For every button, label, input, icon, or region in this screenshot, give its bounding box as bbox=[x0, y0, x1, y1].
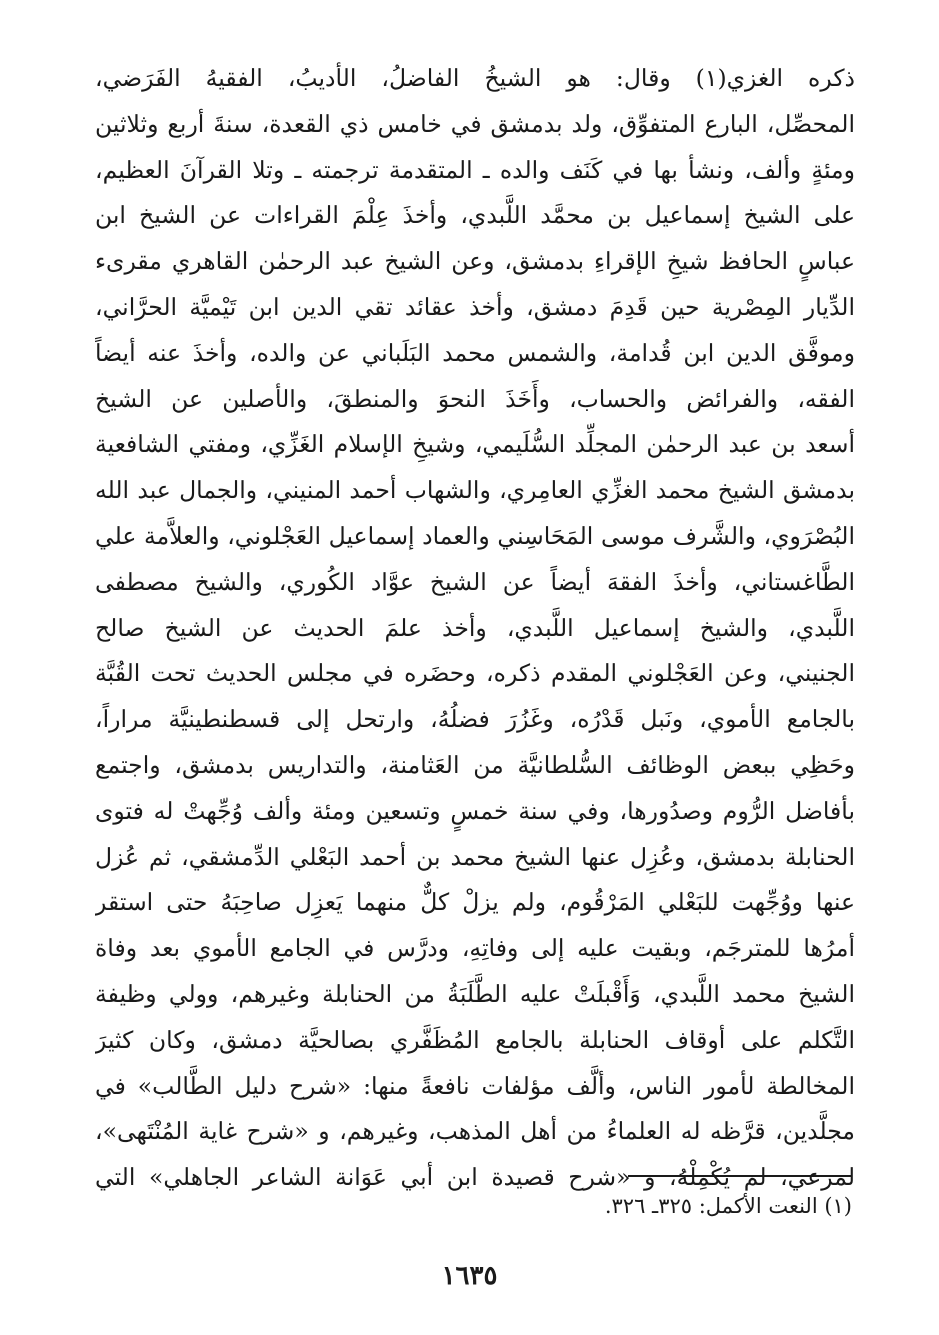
text-line: وموفَّق الدين ابن قُدامة، والشمس محمد البَلَباني عن والده، وأخذَ عنه أيضاً bbox=[95, 338, 855, 367]
text-line: الشيخ محمد اللَّبدي، وَأَقْبلَتْ عليه الطَّلَبَةُ من الحنابلة وغيرهم، وولي وظيفة bbox=[95, 979, 855, 1008]
text-line: بدمشق الشيخ محمد الغزِّي العامِري، والشهاب أحمد المنيني، والجمال عبد الله bbox=[95, 476, 855, 505]
text-line: الحنابلة بدمشق، وعُزِل عنها الشيخ محمد بن أحمد البَعْلي الدِّمشقي، ثم عُزل bbox=[95, 842, 855, 871]
page-number: ١٦٣٥ bbox=[441, 1261, 498, 1291]
text-line: ومئةٍ وألف، ونشأ بها في كَنَف والده ـ المتقدمة ترجمته ـ وتلا القرآنَ العظيم، bbox=[95, 155, 855, 184]
text-line: المخالطة لأمور الناس، وألَّف مؤلفات نافعةً منها: «شرح دليل الطَّالب» في bbox=[95, 1071, 855, 1100]
text-line: الفقه، والفرائض والحساب، وأَخَذَ النحوَ والمنطقَ، والأصلين عن الشيخ bbox=[95, 384, 855, 413]
text-line: بأفاضل الرُّوم وصدُورها، وفي سنة خمسٍ وتسعين ومئة وألف وُجِّهتْ له فتوى bbox=[95, 796, 855, 825]
text-line: مجلَّدين، قرَّظه له العلماءُ من أهل المذهب، وغيرهم، و «شرح غاية المُنْتَهى»، bbox=[95, 1117, 855, 1146]
text-line: على الشيخ إسماعيل بن محمَّد اللَّبدي، وأخذَ عِلْمَ القراءات عن الشيخ ابن bbox=[95, 201, 855, 230]
text-line: لمرعي، لم يُكْمِلْهُ، و «شرح قصيدة ابن أبي عَوَانة الشاعر الجاهلي» التي bbox=[95, 1163, 855, 1192]
text-line: أمرُها للمترجَم، وبقيت عليه إلى وفاتِهِ، ودرَّس في الجامع الأموي بعد وفاة bbox=[95, 934, 855, 963]
text-line: بالجامع الأموي، ونَبل قَدْرُه، وغَزُرَ فضلُهُ، وارتحل إلى قسطنطينيَّة مراراً، bbox=[95, 705, 855, 734]
footnote: (١) النعت الأكمل: ٣٢٥ـ ٣٢٦. bbox=[604, 1194, 852, 1218]
text-line: الدِّيار المِصْرية حين قَدِمَ دمشق، وأخذ عقائد تقي الدين ابن تَيْميَّة الحرَّاني، bbox=[95, 292, 855, 321]
text-line: عنها ووُجِّهت للبَعْلي المَرْقُوم، ولم يزلْ كلٌّ منهما يَعزِل صاحِبَهُ حتى استقر bbox=[95, 888, 855, 917]
text-line: وحَظِي ببعض الوظائف السُّلطانيَّة من العَثامنة، والتداريس بدمشق، واجتمع bbox=[95, 750, 855, 779]
text-line: المحصِّل، البارع المتفوِّق، ولد بدمشق في خامس ذي القعدة، سنةَ أربع وثلاثين bbox=[95, 109, 855, 138]
text-line: أسعد بن عبد الرحمٰن المجلِّد السُّلَيمي، وشيخِ الإسلام الغَزِّي، ومفتي الشافعية bbox=[95, 430, 855, 459]
text-line: ذكره الغزي(١) وقال: هو الشيخُ الفاضلُ، الأديبُ، الفقيهُ الفَرَضي، bbox=[95, 64, 855, 92]
text-line: الطَّاغستاني، وأخذَ الفقهَ أيضاً عن الشيخ عوَّاد الكُوري، والشيخ مصطفى bbox=[95, 567, 855, 596]
text-line: البُصْرَوي، والشَّرف موسى المَحَاسِني والعماد إسماعيل العَجْلوني، والعلاَّمة علي bbox=[95, 521, 855, 550]
text-line: الجنيني، وعن العَجْلوني المقدم ذكره، وحضَره في مجلس الحديث تحت القُبَّة bbox=[95, 659, 855, 688]
text-line: التَّكلم على أوقاف الحنابلة بالجامع المُظَفَّري بصالحيَّة دمشق، وكان كثيرَ bbox=[95, 1025, 855, 1054]
text-line: اللَّبدي، والشيخ إسماعيل اللَّبدي، وأخذ علمَ الحديث عن الشيخ صالح bbox=[95, 613, 855, 642]
text-line: عباسٍ الحافظ شيخِ الإقراءِ بدمشق، وعن الشيخ عبد الرحمٰن القاهري مقرىء bbox=[95, 247, 855, 276]
main-text-block bbox=[95, 56, 855, 1201]
footnote-separator bbox=[628, 1175, 852, 1177]
